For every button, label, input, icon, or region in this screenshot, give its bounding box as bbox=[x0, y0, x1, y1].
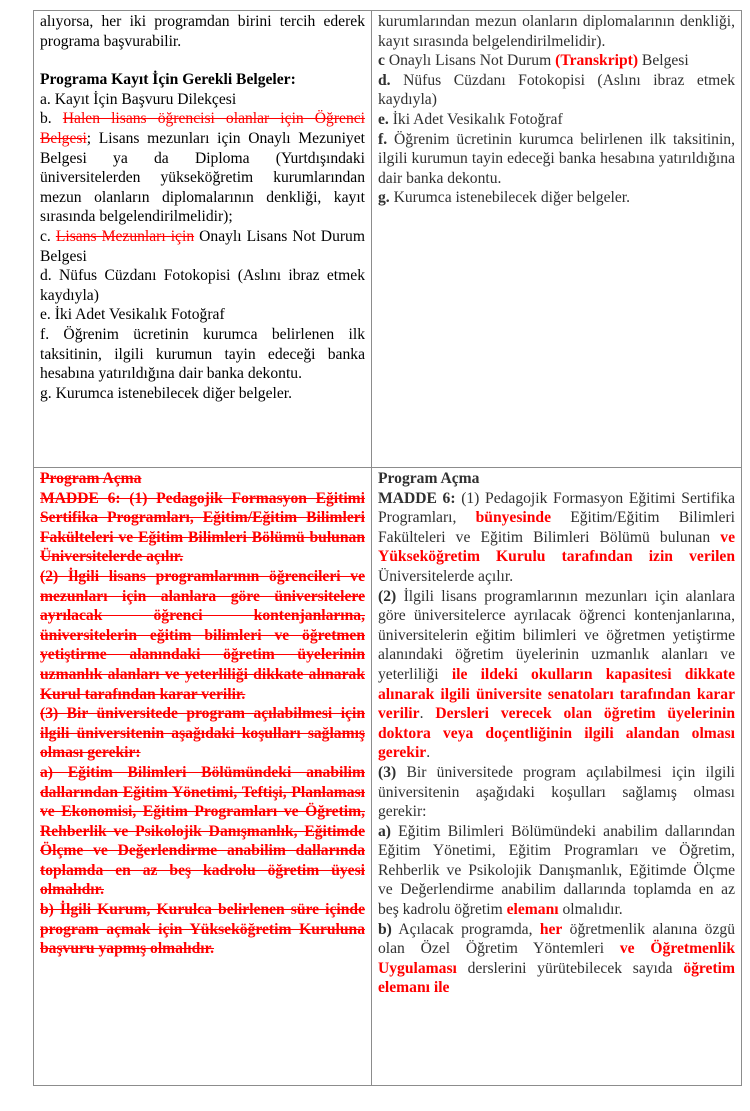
paragraph: MADDE 6: (1) Pedagojik Formasyon Eğitimi Sertifika Programları, bünyesinde Eğitim/Eğitim Bilimleri Fakülteleri ve Eğitim Bilimleri Bölümü bulunan ve Yükseköğretim Kurulu tarafından izin verilen Üniversitelerde açılır. bbox=[378, 489, 735, 585]
paragraph: a) Eğitim Bilimleri Bölümündeki anabilim dallarından Eğitim Yönetimi, Eğitim Programları ve Öğretim, Rehberlik ve Psikolojik Danışmanlık, Eğitimde Ölçme ve Değerlendirme anabilim dallarında toplamda en az beş kadrolu öğretim elemanı olmalıdır. bbox=[378, 822, 735, 919]
paragraph: alıyorsa, her iki programdan birini tercih ederek programa başvurabilir. bbox=[40, 13, 365, 50]
deleted-paragraph: (3) Bir üniversitede program açılabilmesi için ilgili üniversitenin aşağıdaki koşulları sağlamış olması gerekir: bbox=[40, 705, 365, 762]
new-text-cell bbox=[372, 11, 742, 468]
paragraph: (3) Bir üniversitede program açılabilmesi için ilgili üniversitenin aşağıdaki koşulları sağlamış olması gerekir: bbox=[378, 763, 735, 821]
section-heading: Programa Kayıt İçin Gerekli Belgeler: bbox=[40, 71, 296, 89]
added-text: ve Yükseköğretim Kurulu tarafından izin verilen bbox=[378, 528, 735, 566]
added-text: (Transkript) bbox=[555, 52, 639, 70]
added-text: ve Öğretmenlik Uygulaması bbox=[378, 940, 735, 977]
spacer bbox=[40, 51, 365, 70]
deleted-paragraph: MADDE 6: (1) Pedagojik Formasyon Eğitimi Sertifika Programları, Eğitim/Eğitim Bilimleri Fakülteleri ve Eğitim Bilimleri Bölümü bulunan Üniversitelerde açılır. bbox=[40, 489, 365, 566]
deleted-paragraph: b) İlgili Kurum, Kurulca belirlenen süre içinde program açmak için Yükseköğretim Kuruluna başvuru yapmış olmalıdır. bbox=[40, 901, 365, 958]
list-item: c Onaylı Lisans Not Durum (Transkript) Belgesi bbox=[378, 52, 689, 70]
list-item: f. Öğrenim ücretinin kurumca belirlenen ilk taksitinin, ilgili kurumun tayin edeceği banka hesabına yatırıldığına dair banka dekontu. bbox=[378, 130, 735, 187]
comparison-table bbox=[33, 10, 742, 1086]
list-item: f. Öğrenim ücretinin kurumca belirlenen ilk taksitinin, ilgili kurumun tayin edeceği banka hesabına yatırıldığına dair banka dekontu. bbox=[40, 325, 365, 383]
paragraph: b) Açılacak programda, her öğretmenlik alanına özgü olan Özel Öğretim Yöntemleri ve Öğretmenlik Uygulaması derslerini yürütebilecek sayıda öğretim elemanı ile bbox=[378, 920, 735, 997]
paragraph: (2) İlgili lisans programlarının mezunları için alanlara göre üniversitelerce ayrılacak öğrenci kontenjanlarına, üniversitelerin eğitim bilimleri ve öğretmen yetiştirme alanındaki öğretim üyelerinin uzmanlık alanları ve yeterliliği ile ildeki okulların kapasitesi dikkate alınarak ilgili üniversite senatoları tarafından karar verilir. Dersleri verecek olan öğretim üyelerinin doktora veya doçentliğinin ilgili alandan olması gerekir. bbox=[378, 587, 736, 762]
deleted-paragraph: (2) İlgili lisans programlarının öğrencileri ve mezunları için alanlara göre üniversitelere ayrılacak öğrenci kontenjanlarına, üniversitelerin eğitim bilimleri ve öğretmen yetiştirme alanındaki öğretim üyelerinin uzmanlık alanları ve yeterliliği dikkate alınarak Kurul tarafından karar verilir. bbox=[40, 567, 365, 703]
deleted-heading: Program Açma bbox=[40, 470, 142, 487]
added-text: elemanı bbox=[506, 901, 559, 919]
table-row bbox=[34, 468, 742, 1086]
list-item: e. İki Adet Vesikalık Fotoğraf bbox=[40, 306, 225, 324]
old-text-cell bbox=[34, 468, 372, 1086]
list-item: c. Lisans Mezunları için Onaylı Lisans Not Durum Belgesi bbox=[40, 227, 365, 265]
list-item: b. Halen lisans öğrencisi olanlar için Öğrenci Belgesi; Lisans mezunları için Onaylı Mezuniyet Belgesi ya da Diploma (Yurtdışındaki üniversitelerden yükseköğretim kurumlarından mezun olanların diplomalarının denkliği, kayıt sırasında belgelendirilmelidir); bbox=[40, 110, 365, 226]
list-item: d. Nüfus Cüzdanı Fotokopisi (Aslını ibraz etmek kaydıyla) bbox=[378, 71, 735, 109]
deleted-paragraph: a) Eğitim Bilimleri Bölümündeki anabilim dallarından Eğitim Yönetimi, Teftişi, Planlaması ve Ekonomisi, Eğitim Programları ve Öğretim, Rehberlik ve Psikolojik Danışmanlık, Eğitimde Ölçme ve Değerlendirme anabilim dallarında toplamda en az beş kadrolu öğretim üyesi olmalıdır. bbox=[40, 763, 365, 899]
added-text: Dersleri verecek olan öğretim üyelerinin doktora veya doçentliğinin ilgili alandan olması gerekir bbox=[378, 705, 735, 762]
added-text: ile ildeki okulların kapasitesi dikkate alınarak ilgili üniversite senatoları tarafından karar verilir bbox=[378, 665, 736, 723]
added-text: her bbox=[539, 920, 563, 938]
deleted-text: Halen lisans öğrencisi olanlar için Öğrenci Belgesi bbox=[40, 110, 365, 147]
list-item: e. İki Adet Vesikalık Fotoğraf bbox=[378, 110, 563, 128]
added-text: bünyesinde bbox=[475, 509, 552, 527]
list-item: g. Kurumca istenebilecek diğer belgeler. bbox=[378, 189, 631, 207]
deleted-text: Lisans Mezunları için bbox=[55, 227, 195, 245]
paragraph: kurumlarından mezun olanların diplomalarının denkliği, kayıt sırasında belgelendirilmelidir). bbox=[378, 13, 735, 50]
old-text-cell bbox=[34, 11, 372, 468]
list-item: d. Nüfus Cüzdanı Fotokopisi (Aslını ibraz etmek kaydıyla) bbox=[40, 267, 365, 304]
added-text: öğretim elemanı ile bbox=[378, 959, 735, 997]
section-heading: Program Açma bbox=[378, 470, 480, 487]
list-item: a. Kayıt İçin Başvuru Dilekçesi bbox=[40, 90, 237, 108]
table-row bbox=[34, 11, 742, 468]
new-text-cell bbox=[372, 468, 742, 1086]
list-item: g. Kurumca istenebilecek diğer belgeler. bbox=[40, 384, 292, 402]
